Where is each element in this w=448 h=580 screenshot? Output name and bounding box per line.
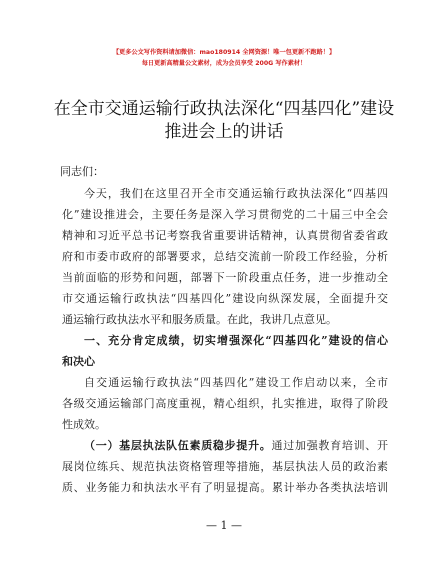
greeting: 同志们： — [60, 165, 104, 178]
subsection-1-line: 展岗位练兵、规范执法资格管理等措施，基层执法人员的政治素 — [62, 460, 388, 473]
subsection-1-text: 通过加强教育培训、开 — [271, 439, 389, 452]
subsection-1-first-line — [84, 438, 388, 454]
section-heading-line: 一、充分肯定成绩，切实增强深化“四基四化”建设的信心 — [84, 334, 388, 347]
paragraph-1-line: 今天，我们在这里召开全市交通运输行政执法深化“四基四 — [84, 187, 388, 200]
document-title-line-2: 推进会上的讲话 — [164, 122, 284, 142]
paragraph-2-line: 自交通运输行政执法“四基四化”建设工作启动以来，全市 — [84, 376, 388, 389]
subsection-1-line: 质、业务能力和执法水平有了明显提高。累计举办各类执法培训 — [62, 481, 388, 494]
paragraph-1-line: 市交通运输行政执法“四基四化”建设向纵深发展，全面提升交 — [62, 292, 388, 305]
promo-banner-line-1: 【更多公文写作资料请加微信：mao180914 全网资源！唯一包更新不跑路！】 — [112, 49, 336, 56]
paragraph-1-line: 通运输行政执法水平和服务质量。在此，我讲几点意见。 — [62, 313, 337, 326]
subsection-1-label: （一）基层执法队伍素质稳步提升。 — [84, 439, 272, 452]
page-number: — 1 — — [206, 519, 242, 532]
section-heading-line: 和决心 — [62, 355, 95, 368]
paragraph-2-line: 性成效。 — [62, 418, 106, 431]
paragraph-2-line: 各级交通运输部门高度重视，精心组织，扎实推进，取得了阶段 — [62, 397, 388, 410]
paragraph-1-line: 府和市委市政府的部署要求，总结交流前一阶段工作经验，分析 — [62, 250, 388, 263]
promo-banner-line-2: 每日更新高精量公文素材，成为会员享受 200G 写作素材！ — [141, 60, 307, 67]
document-title-line-1: 在全市交通运输行政执法深化“四基四化”建设 — [53, 99, 395, 119]
paragraph-1-line: 精神和习近平总书记考察我省重要讲话精神，认真贯彻省委省政 — [62, 229, 388, 242]
paragraph-1-line: 当前面临的形势和问题，部署下一阶段重点任务，进一步推动全 — [62, 271, 388, 284]
paragraph-1-line: 化”建设推进会，主要任务是深入学习贯彻党的二十届三中全会 — [62, 208, 388, 221]
